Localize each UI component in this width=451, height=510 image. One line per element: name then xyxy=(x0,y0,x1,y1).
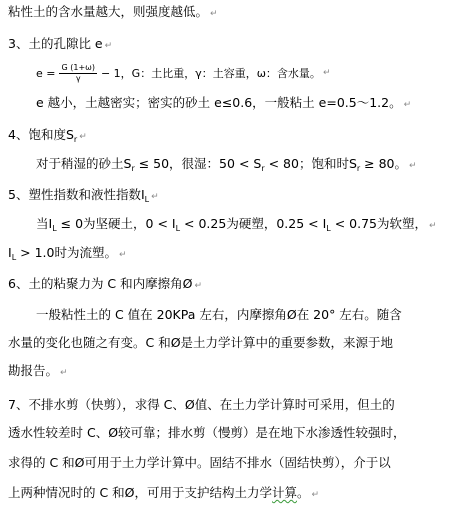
paragraph-mark: ↵ xyxy=(210,9,218,19)
text-run: 一般粘性土的 C 值在 20KPa 左右，内摩擦角Ø在 20° 左右。随含 xyxy=(36,307,402,322)
spellcheck-underlined-text: 计算 xyxy=(272,485,298,500)
text-run: < 0.25为硬塑，0.25 < I xyxy=(180,216,327,231)
text-run: 7、不排水剪（快剪），求得 C、Ø值、在土力学计算时可采用，但土的 xyxy=(8,397,395,412)
text-run: < 0.75为软塑， xyxy=(330,216,427,231)
subscript: L xyxy=(326,224,331,233)
paragraph-line xyxy=(36,156,417,177)
paragraph-line xyxy=(8,397,395,413)
paragraph-mark: ↵ xyxy=(409,161,417,171)
paragraph-mark: ↵ xyxy=(429,221,437,231)
section-heading-3 xyxy=(8,36,112,54)
section-heading-6 xyxy=(8,276,202,294)
formula-tail: − 1，G：土比重，γ：土容重，ω：含水量。 xyxy=(100,67,321,80)
formula-lhs: e = xyxy=(36,66,56,80)
subscript: L xyxy=(144,195,150,204)
subscript: r xyxy=(131,164,135,173)
paragraph-line xyxy=(8,485,319,503)
text-run: ≤ 50，很湿：50 < S xyxy=(134,156,262,171)
paragraph-line xyxy=(8,245,127,266)
heading-text: 5、塑性指数和液性指数I xyxy=(8,187,145,202)
text-run: 求得的 C 和Ø可用于土力学计算中。固结不排水（固结快剪），介于以 xyxy=(8,455,391,470)
text-run: 。 xyxy=(297,485,310,500)
formula-fraction xyxy=(59,63,96,84)
text-run: 粘性土的含水量越大，则强度越低。 xyxy=(8,4,209,19)
heading-text: 3、土的孔隙比 e xyxy=(8,36,103,51)
paragraph-mark: ↵ xyxy=(60,368,68,378)
paragraph-mark: ↵ xyxy=(118,250,127,260)
text-run: e 越小，土越密实；密实的砂土 e≤0.6，一般粘土 e=0.5～1.2。 xyxy=(36,95,402,110)
formula-numerator: G (1+ω) xyxy=(61,62,95,72)
paragraph-line xyxy=(8,4,218,22)
paragraph-line xyxy=(36,216,437,237)
subscript: L xyxy=(52,224,57,233)
paragraph-line xyxy=(8,455,391,471)
paragraph-line xyxy=(36,95,411,113)
text-run: 上两种情况时的 C 和Ø，可用于支护结构土力学 xyxy=(8,485,273,500)
heading-text: 6、土的粘聚力为 C 和内摩擦角Ø xyxy=(8,276,193,291)
paragraph-line xyxy=(8,363,68,381)
paragraph-mark: ↵ xyxy=(322,68,331,78)
heading-text: 4、饱和度S xyxy=(8,127,74,142)
paragraph-mark: ↵ xyxy=(104,41,113,51)
text-run: ≥ 80。 xyxy=(360,156,408,171)
text-run: 当I xyxy=(36,216,53,231)
text-run: ≤ 0为坚硬土，0 < I xyxy=(56,216,176,231)
subscript: L xyxy=(175,224,181,233)
paragraph-mark: ↵ xyxy=(151,192,159,202)
text-run: < 80；饱和时S xyxy=(264,156,357,171)
section-heading-5 xyxy=(8,187,159,208)
subscript: r xyxy=(356,164,361,173)
text-run: 对于稍湿的砂土S xyxy=(36,156,132,171)
section-heading-4 xyxy=(8,127,87,148)
void-ratio-formula xyxy=(36,60,330,86)
paragraph-mark: ↵ xyxy=(79,132,87,142)
subscript: r xyxy=(261,164,265,173)
text-run: 水量的变化也随之有变。C 和Ø是土力学计算中的重要参数，来源于地 xyxy=(8,335,394,350)
subscript: r xyxy=(73,135,78,144)
paragraph-mark: ↵ xyxy=(194,281,203,291)
paragraph-line xyxy=(8,425,406,441)
paragraph-mark: ↵ xyxy=(403,100,412,110)
text-run: I xyxy=(8,245,12,260)
text-run: > 1.0时为流塑。 xyxy=(16,245,117,260)
text-run: 勘报告。 xyxy=(8,363,59,378)
text-run: 透水性较差时 C、Ø较可靠；排水剪（慢剪）是在地下水渗透性较强时， xyxy=(8,425,406,440)
paragraph-line xyxy=(8,335,393,351)
paragraph-line xyxy=(36,307,402,323)
formula-denominator: γ xyxy=(75,73,81,83)
subscript: L xyxy=(11,253,17,262)
paragraph-mark: ↵ xyxy=(311,490,320,500)
